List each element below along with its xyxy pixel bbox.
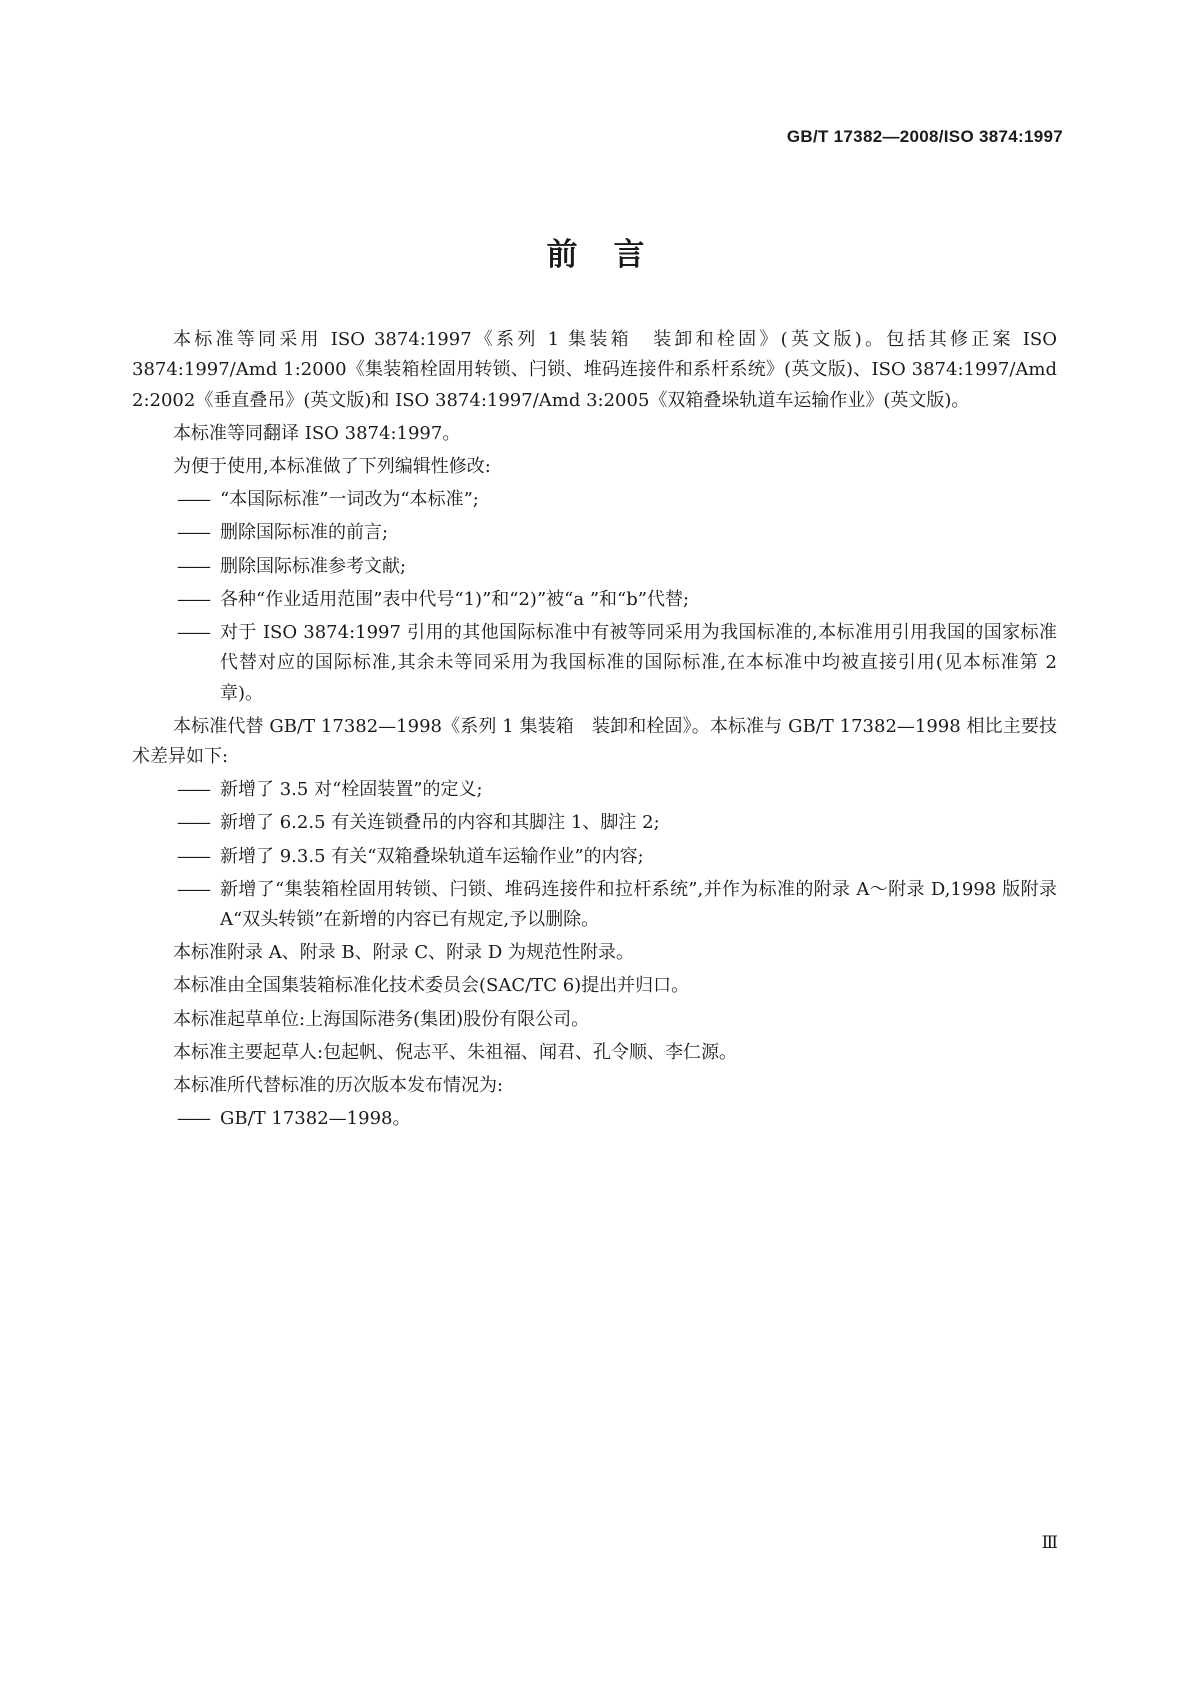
list-item xyxy=(132,775,1057,805)
drafters-paragraph: 本标准主要起草人:包起帆、倪志平、朱祖福、闻君、孔令顺、李仁源。 xyxy=(173,1041,738,1063)
list-item-text: 删除国际标准的前言; xyxy=(220,522,389,544)
dash-marker: —— xyxy=(177,779,209,801)
list-item xyxy=(132,585,1057,615)
previous-versions-intro: 本标准所代替标准的历次版本发布情况为: xyxy=(173,1074,504,1096)
list-item-text: 对于 ISO 3874:1997 引用的其他国际标准中有被等同采用为我国标准的,本标准用引用我国的国家标准代替对应的国际标准,其余未等同采用为我国标准的国际标准,在本标准中均被直接引用(见本标准第 2 章)。 xyxy=(220,621,1057,704)
list-item-text: GB/T 17382—1998。 xyxy=(220,1108,411,1130)
list-item xyxy=(132,618,1057,709)
dash-marker: —— xyxy=(177,522,209,544)
list-item xyxy=(132,1104,1057,1134)
adoption-paragraph: 本标准等同采用 ISO 3874:1997《系列 1 集装箱 装卸和栓固》(英文版)。包括其修正案 ISO 3874:1997/Amd 1:2000《集装箱栓固用转锁、闩锁、堆码连接件和系杆系统》(英文版)、ISO 3874:1997/Amd 2:2002《垂直叠吊》(英文版)和 ISO 3874:1997/Amd 3:2005《双箱叠垛轨道车运输作业》(英文版)。 xyxy=(132,329,1057,411)
foreword-body xyxy=(132,325,1057,1137)
list-item-text: 新增了 6.2.5 有关连锁叠吊的内容和其脚注 1、脚注 2; xyxy=(220,812,660,834)
list-item-text: 新增了 9.3.5 有关“双箱叠垛轨道车运输作业”的内容; xyxy=(220,845,644,867)
list-item xyxy=(132,842,1057,872)
page-title: 前言 xyxy=(546,237,681,273)
dash-marker: —— xyxy=(177,1108,209,1130)
translation-paragraph: 本标准等同翻译 ISO 3874:1997。 xyxy=(173,422,461,444)
page-number: Ⅲ xyxy=(1041,1533,1058,1553)
list-item xyxy=(132,808,1057,838)
annex-paragraph: 本标准附录 A、附录 B、附录 C、附录 D 为规范性附录。 xyxy=(173,942,635,964)
dash-marker: —— xyxy=(177,489,209,511)
standard-number-header: GB/T 17382—2008/ISO 3874:1997 xyxy=(786,127,1063,146)
editorial-changes-intro: 为便于使用,本标准做了下列编辑性修改: xyxy=(173,455,491,477)
list-item xyxy=(132,875,1057,936)
drafting-unit-paragraph: 本标准起草单位:上海国际港务(集团)股份有限公司。 xyxy=(173,1008,590,1030)
list-item xyxy=(132,518,1057,548)
replacement-paragraph: 本标准代替 GB/T 17382—1998《系列 1 集装箱 装卸和栓固》。本标准与 GB/T 17382—1998 相比主要技术差异如下: xyxy=(132,715,1057,767)
dash-marker: —— xyxy=(177,621,209,643)
dash-marker: —— xyxy=(177,588,209,610)
list-item xyxy=(132,485,1057,515)
dash-marker: —— xyxy=(177,878,209,900)
proposer-paragraph: 本标准由全国集装箱标准化技术委员会(SAC/TC 6)提出并归口。 xyxy=(173,975,690,997)
list-item xyxy=(132,552,1057,582)
list-item-text: “本国际标准”一词改为“本标准”; xyxy=(220,489,479,511)
list-item-text: 各种“作业适用范围”表中代号“1)”和“2)”被“a ”和“b”代替; xyxy=(220,588,690,610)
dash-marker: —— xyxy=(177,845,209,867)
list-item-text: 删除国际标准参考文献; xyxy=(220,555,407,577)
dash-marker: —— xyxy=(177,812,209,834)
list-item-text: 新增了“集装箱栓固用转锁、闩锁、堆码连接件和拉杆系统”,并作为标准的附录 A～附录 D,1998 版附录 A“双头转锁”在新增的内容已有规定,予以删除。 xyxy=(220,878,1057,931)
dash-marker: —— xyxy=(177,555,209,577)
list-item-text: 新增了 3.5 对“栓固装置”的定义; xyxy=(220,779,483,801)
